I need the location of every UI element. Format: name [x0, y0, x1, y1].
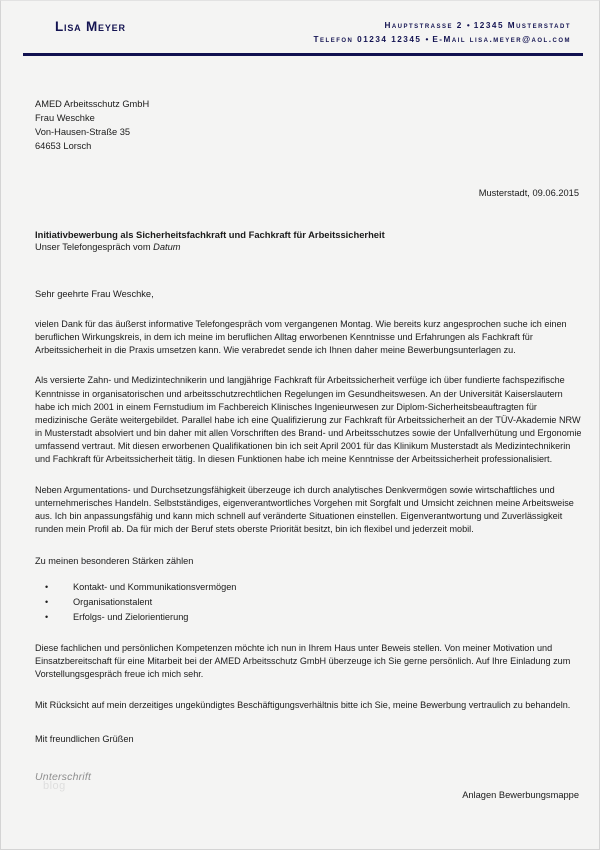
- recipient-address-block: [35, 98, 583, 154]
- closing-paragraph-1: Diese fachlichen und persönlichen Kompetenzen möchte ich nun in Ihrem Haus unter Beweis stellen. Von meiner Motivation und Einsatzbereitschaft für eine Mitarbeit bei der AMED Arbeitsschutz GmbH überzeuge ich Sie gerne persönlich. Auf Ihre Einladung zum Vorstellungsgespräch freue ich mich sehr.: [35, 643, 571, 680]
- body-paragraph-2: Als versierte Zahn- und Medizintechnikerin und langjährige Fachkraft für Arbeitssicherheit verfüge ich über fundierte fachspezifische Kenntnisse in organisatorischen und arbeitsschutzrechtlichen Regelungen im Gesundheitswesen. An der Universität Kaiserslautern habe ich mich 2001 in einem Fernstudium im Fachbereich Klinisches Ingenieurwesen zur Diplom-Sicherheitsbeauftragten für medizinische Geräte weitergebildet. Parallel habe ich eine Qualifizierung zur Fachkraft für Arbeitssicherheit an der TÜV-Akademie NRW in Musterstadt absolviert und bin daher mit allen Vorschriften des Brand- und Arbeitsschutzes sowie der Unfallverhütung und Ergonomie umfassend vertraut. Mit diesen erworbenen Qualifikationen bin ich seit April 2001 für das Klinikum Musterstadt als Medizintechnikerin und Fachkraft für Arbeitssicherheit tätig. In diesen Funktionen habe ich meine Kenntnisse der Arbeitssicherheit professionalisiert.: [35, 375, 582, 465]
- contact-line-phone-email: [314, 33, 571, 47]
- list-item-label: Kontakt- und Kommunikationsvermögen: [73, 582, 237, 593]
- closing-paragraph-2: Mit Rücksicht auf mein derzeitiges ungekündigtes Beschäftigungsverhältnis bitte ich Sie, meine Bewerbung vertraulich zu behandeln.: [35, 699, 571, 710]
- list-item: [35, 595, 583, 610]
- watermark-text: blog: [43, 779, 66, 792]
- recipient-contact: Frau Weschke: [35, 112, 95, 123]
- body-paragraph-3: Neben Argumentations- und Durchsetzungsfähigkeit überzeuge ich durch analytisches Denkvermögen sowie wirtschaftliches und unternehmerisches Handeln. Selbstständiges, eigenverantwortliches Vorgehen mit Sorgfalt und Umsicht zeichnen meine Arbeitsweise aus. Ich bin anpassungsfähig und kann mich schnell auf veränderte Situationen einstellen. Eigenverantwortung und Zuverlässigkeit runden mein Profil ab. Da für mich der Beruf stets oberste Priorität besitzt, bin ich flexibel und jederzeit mobil.: [35, 484, 574, 535]
- sender-phone: Telefon 01234 12345: [313, 35, 422, 45]
- sender-email: E-Mail lisa.meyer@aol.com: [432, 35, 571, 45]
- subject-subline-placeholder: Datum: [153, 242, 181, 253]
- recipient-city: 64653 Lorsch: [35, 140, 92, 151]
- contact-line-address: [314, 19, 571, 33]
- list-item-label: Erfolgs- und Zielorientierung: [73, 612, 189, 623]
- subject-subline-prefix: Unser Telefongespräch vom: [35, 242, 154, 253]
- subject-subline: [35, 241, 583, 254]
- recipient-street: Von-Hausen-Straße 35: [35, 126, 131, 137]
- letter-body: [1, 98, 599, 810]
- sender-city: 12345 Musterstadt: [473, 21, 571, 30]
- letterhead-divider: [23, 53, 583, 56]
- bullet-icon: •: [45, 612, 49, 623]
- date-line: Musterstadt, 09.06.2015: [478, 188, 579, 199]
- bullet-icon: •: [45, 582, 49, 593]
- list-item: [35, 580, 583, 595]
- strengths-intro: Zu meinen besonderen Stärken zählen: [35, 556, 194, 567]
- bullet-icon: •: [45, 597, 49, 608]
- subject-line: Initiativbewerbung als Sicherheitsfachkraft und Fachkraft für Arbeitssicherheit: [35, 228, 385, 240]
- sender-name: Lisa Meyer: [55, 19, 126, 34]
- subject-block: [35, 228, 583, 255]
- closing-greeting: Mit freundlichen Grüßen: [35, 733, 134, 744]
- contact-separator-icon: •: [466, 21, 470, 30]
- list-item: [35, 610, 583, 625]
- signature-row: [35, 770, 583, 810]
- list-item-label: Organisationstalent: [73, 597, 153, 608]
- salutation: Sehr geehrte Frau Weschke,: [35, 288, 154, 299]
- letterhead: [1, 1, 599, 48]
- sender-street: Hauptstrasse 2: [384, 21, 463, 30]
- body-paragraph-1: vielen Dank für das äußerst informative Telefongespräch vom vergangenen Montag. Wie bereits kurz angesprochen suche ich einen beruflichen Wirkungskreis, in dem ich meine im beruflichen Alltag erworbenen Kenntnisse und Erfahrungen als Fachkraft für Arbeitssicherheit in die Praxis umsetzen kann. Wie verabredet sende ich Ihnen daher meine Bewerbungsunterlagen zu.: [35, 318, 567, 356]
- sender-contact-block: [314, 19, 583, 48]
- strengths-list: [35, 580, 583, 625]
- signature-placeholder: Unterschrift: [35, 770, 92, 783]
- recipient-company: AMED Arbeitsschutz GmbH: [35, 98, 150, 109]
- contact-separator-icon: •: [425, 35, 429, 45]
- enclosures-note: Anlagen Bewerbungsmappe: [462, 789, 579, 800]
